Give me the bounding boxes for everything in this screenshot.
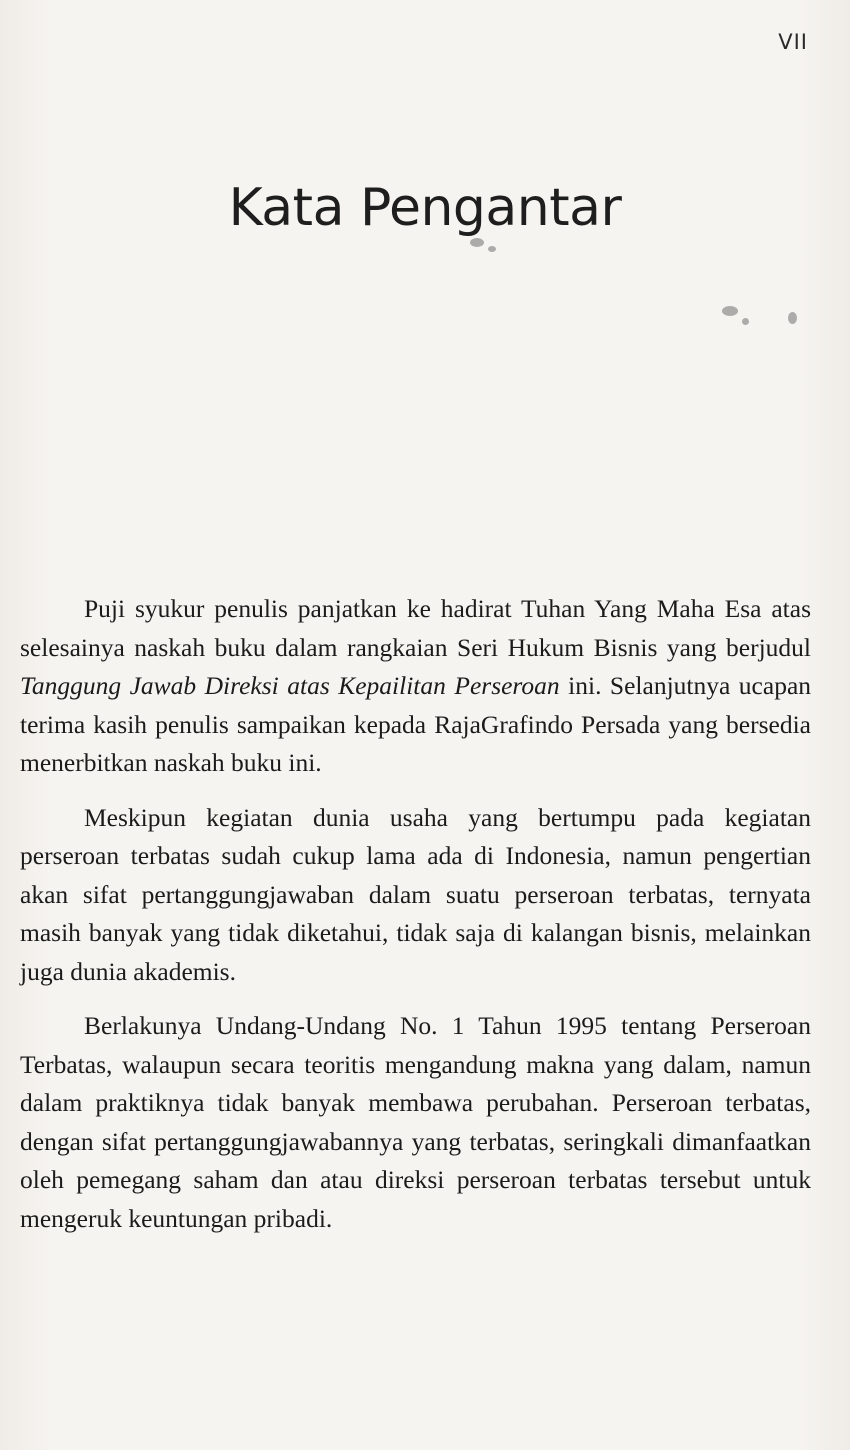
print-speck — [722, 306, 738, 316]
chapter-title: Kata Pengantar — [228, 178, 622, 238]
paragraph-1 — [20, 590, 811, 783]
page-number: VII — [778, 30, 808, 54]
paragraph-3: Berlakunya Undang-Undang No. 1 Tahun 1995 tentang Perseroan Terbatas, walaupun secara teoritis mengandung makna yang dalam, namun dalam praktiknya tidak banyak membawa perubahan. Perseroan terbatas, dengan sifat pertanggungjawabannya yang terbatas, seringkali dimanfaatkan oleh pemegang saham dan atau direksi perseroan terbatas tersebut untuk mengeruk keuntungan pribadi. — [20, 1011, 811, 1233]
body-text — [20, 590, 811, 1254]
paragraph-1-tail: ini. Selanjutnya ucapan terima kasih penulis sampaikan kepada RajaGrafindo Persada yang bersedia menerbitkan naskah buku ini. — [20, 671, 812, 777]
print-speck — [742, 318, 749, 325]
paragraph-2: Meskipun kegiatan dunia usaha yang bertumpu pada kegiatan perseroan terbatas sudah cukup lama ada di Indonesia, namun pengertian akan sifat pertanggungjawaban dalam suatu perseroan terbatas, ternyata masih banyak yang tidak diketahui, tidak saja di kalangan bisnis, melainkan juga dunia akademis. — [20, 802, 811, 986]
paragraph-1-lead: Puji syukur penulis panjatkan ke hadirat Tuhan Yang Maha Esa atas selesainya naskah buku dalam rangkaian Seri Hukum Bisnis yang berjudul — [20, 594, 811, 662]
book-title-italic: Tanggung Jawab Direksi atas Kepailitan Perseroan — [20, 671, 560, 700]
print-speck — [488, 246, 496, 252]
print-speck — [788, 312, 797, 324]
print-speck — [470, 238, 484, 247]
